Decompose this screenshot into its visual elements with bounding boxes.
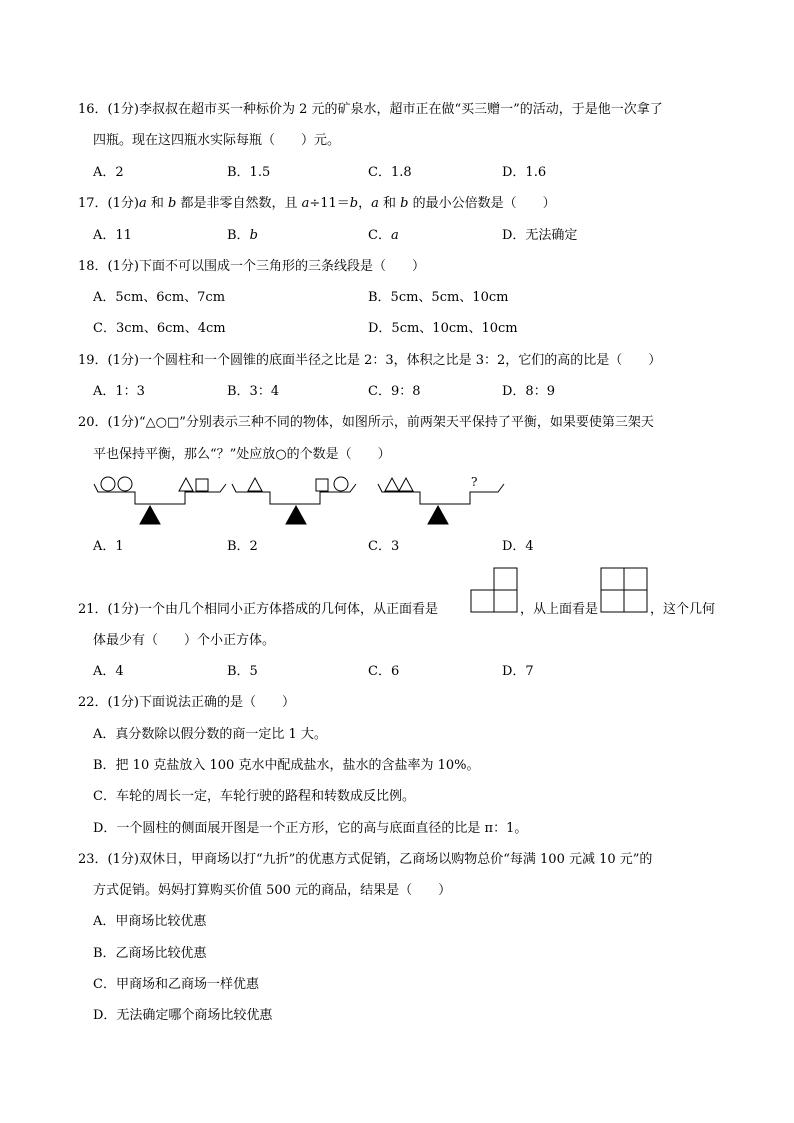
balance-scale-2 [232, 477, 356, 524]
q17-option-b-label: B． [227, 228, 250, 243]
q17-option-c-label: C． [368, 228, 391, 243]
question-mark-label: ? [471, 475, 478, 489]
q17-number: 17．(1分) [78, 196, 139, 211]
q21-stem-part3: ，这个几何 [650, 602, 716, 617]
q22-option-b: B．把 10 克盐放入 100 克水中配成盐水，盐水的含盐率为 10%。 [93, 758, 480, 773]
circle-shape [118, 477, 132, 491]
triangle-shape [399, 478, 413, 491]
q20-stem-line1: 20．(1分)“△○□”分别表示三种不同的物体，如图所示，前两架天平保持了平衡，如果要使第三架天 [78, 415, 654, 430]
q22-option-a: A．真分数除以假分数的商一定比 1 大。 [93, 727, 327, 742]
fulcrum-triangle [140, 506, 160, 524]
circle-shape [334, 477, 348, 491]
q23-stem-line1: 23．(1分)双休日，甲商场以打“九折”的优惠方式促销，乙商场以购物总价“每满 100 元减 10 元”的 [78, 852, 653, 867]
q23-option-c: C．甲商场和乙商场一样优惠 [93, 977, 259, 992]
q17-text: 的最小公倍数是（ ） [408, 196, 556, 211]
q21-stem-part1: 21．(1分)一个由几个相同小正方体搭成的几何体，从正面看是 [78, 602, 438, 617]
balance-scale-1 [94, 477, 226, 524]
q21-stem-line2: 体最少有（ ）个小正方体。 [93, 633, 276, 648]
q17-option-c-var: a [390, 228, 399, 243]
q20-option-a: A．1 [93, 539, 124, 554]
q19-option-c: C．9：8 [368, 384, 421, 399]
q20-option-b: B．2 [227, 539, 258, 554]
q19-option-b: B．3：4 [227, 384, 280, 399]
q17-text: ， [358, 196, 372, 211]
q16-stem-line2: 四瓶。现在这四瓶水实际每瓶（ ）元。 [93, 133, 341, 148]
q18-option-a: A．5cm、6cm、7cm [93, 290, 226, 305]
q22-option-d: D．一个圆柱的侧面展开图是一个正方形，它的高与底面直径的比是 π：1。 [93, 821, 528, 836]
square-shape [196, 479, 208, 491]
triangle-shape [248, 478, 262, 491]
q20-stem-line2: 平也保持平衡，那么“？”处应放○的个数是（ ） [93, 447, 391, 462]
q16-option-a: A．2 [93, 165, 124, 180]
q21-option-a: A．4 [93, 664, 124, 679]
q17-option-c [368, 227, 399, 245]
q18-option-d: D．5cm、10cm、10cm [368, 321, 518, 336]
q18-option-c: C．3cm、6cm、4cm [93, 321, 226, 336]
q17-var-b: b [349, 196, 359, 211]
q23-option-a: A．甲商场比较优惠 [93, 914, 207, 929]
q17-var-a: a [301, 196, 310, 211]
q20-option-c: C．3 [368, 539, 400, 554]
square-shape [316, 479, 328, 491]
q22-stem: 22．(1分)下面说法正确的是（ ） [78, 695, 295, 710]
q18-option-b: B．5cm、5cm、10cm [368, 290, 509, 305]
q22-option-c: C．车轮的周长一定，车轮行驶的路程和转数成反比例。 [93, 789, 415, 804]
q17-option-d: D．无法确定 [502, 228, 578, 243]
circle-shape [101, 477, 115, 491]
fulcrum-triangle [428, 506, 448, 524]
top-view-figure [600, 567, 650, 613]
q18-stem: 18．(1分)下面不可以围成一个三角形的三条线段是（ ） [78, 259, 425, 274]
q17-var-b: b [400, 196, 409, 211]
q19-option-d: D．8：9 [502, 384, 555, 399]
balance-scales-figure [80, 470, 520, 530]
q17-var-a: a [138, 196, 147, 211]
q23-stem-line2: 方式促销。妈妈打算购买价值 500 元的商品，结果是（ ） [93, 883, 452, 898]
balance-scale-3 [378, 478, 504, 524]
q21-option-c: C．6 [368, 664, 400, 679]
q17-text: 和 [146, 196, 168, 211]
front-view-figure [470, 567, 520, 613]
q20-option-d: D．4 [502, 539, 534, 554]
q17-var-a: a [371, 196, 379, 211]
q17-text: ÷11＝ [309, 196, 350, 211]
q17-text: 都是非零自然数，且 [176, 196, 302, 211]
triangle-shape [179, 478, 193, 491]
q19-stem: 19．(1分)一个圆柱和一个圆锥的底面半径之比是 2：3，体积之比是 3：2，它们的高的比是（ ） [78, 353, 662, 368]
q17-option-b [227, 227, 258, 245]
q21-stem-part2: ，从上面看是 [520, 602, 599, 617]
q17-stem [78, 195, 556, 213]
q16-stem-line1: 16．(1分)李叔叔在超市买一种标价为 2 元的矿泉水，超市正在做“买三赠一”的活动，于是他一次拿了 [78, 102, 663, 117]
q16-option-b: B．1.5 [227, 165, 271, 180]
q21-option-b: B．5 [227, 664, 258, 679]
q23-option-d: D．无法确定哪个商场比较优惠 [93, 1008, 273, 1023]
fulcrum-triangle [286, 506, 306, 524]
q19-option-a: A．1：3 [93, 384, 145, 399]
q23-option-b: B．乙商场比较优惠 [93, 946, 207, 961]
q21-option-d: D．7 [502, 664, 534, 679]
q16-option-d: D．1.6 [502, 165, 547, 180]
q17-option-b-var: b [249, 228, 258, 243]
triangle-shape [385, 478, 399, 491]
q17-option-a: A．11 [93, 228, 132, 243]
q17-text: 和 [378, 196, 401, 211]
q17-var-b: b [168, 196, 177, 211]
q16-option-c: C．1.8 [368, 165, 412, 180]
